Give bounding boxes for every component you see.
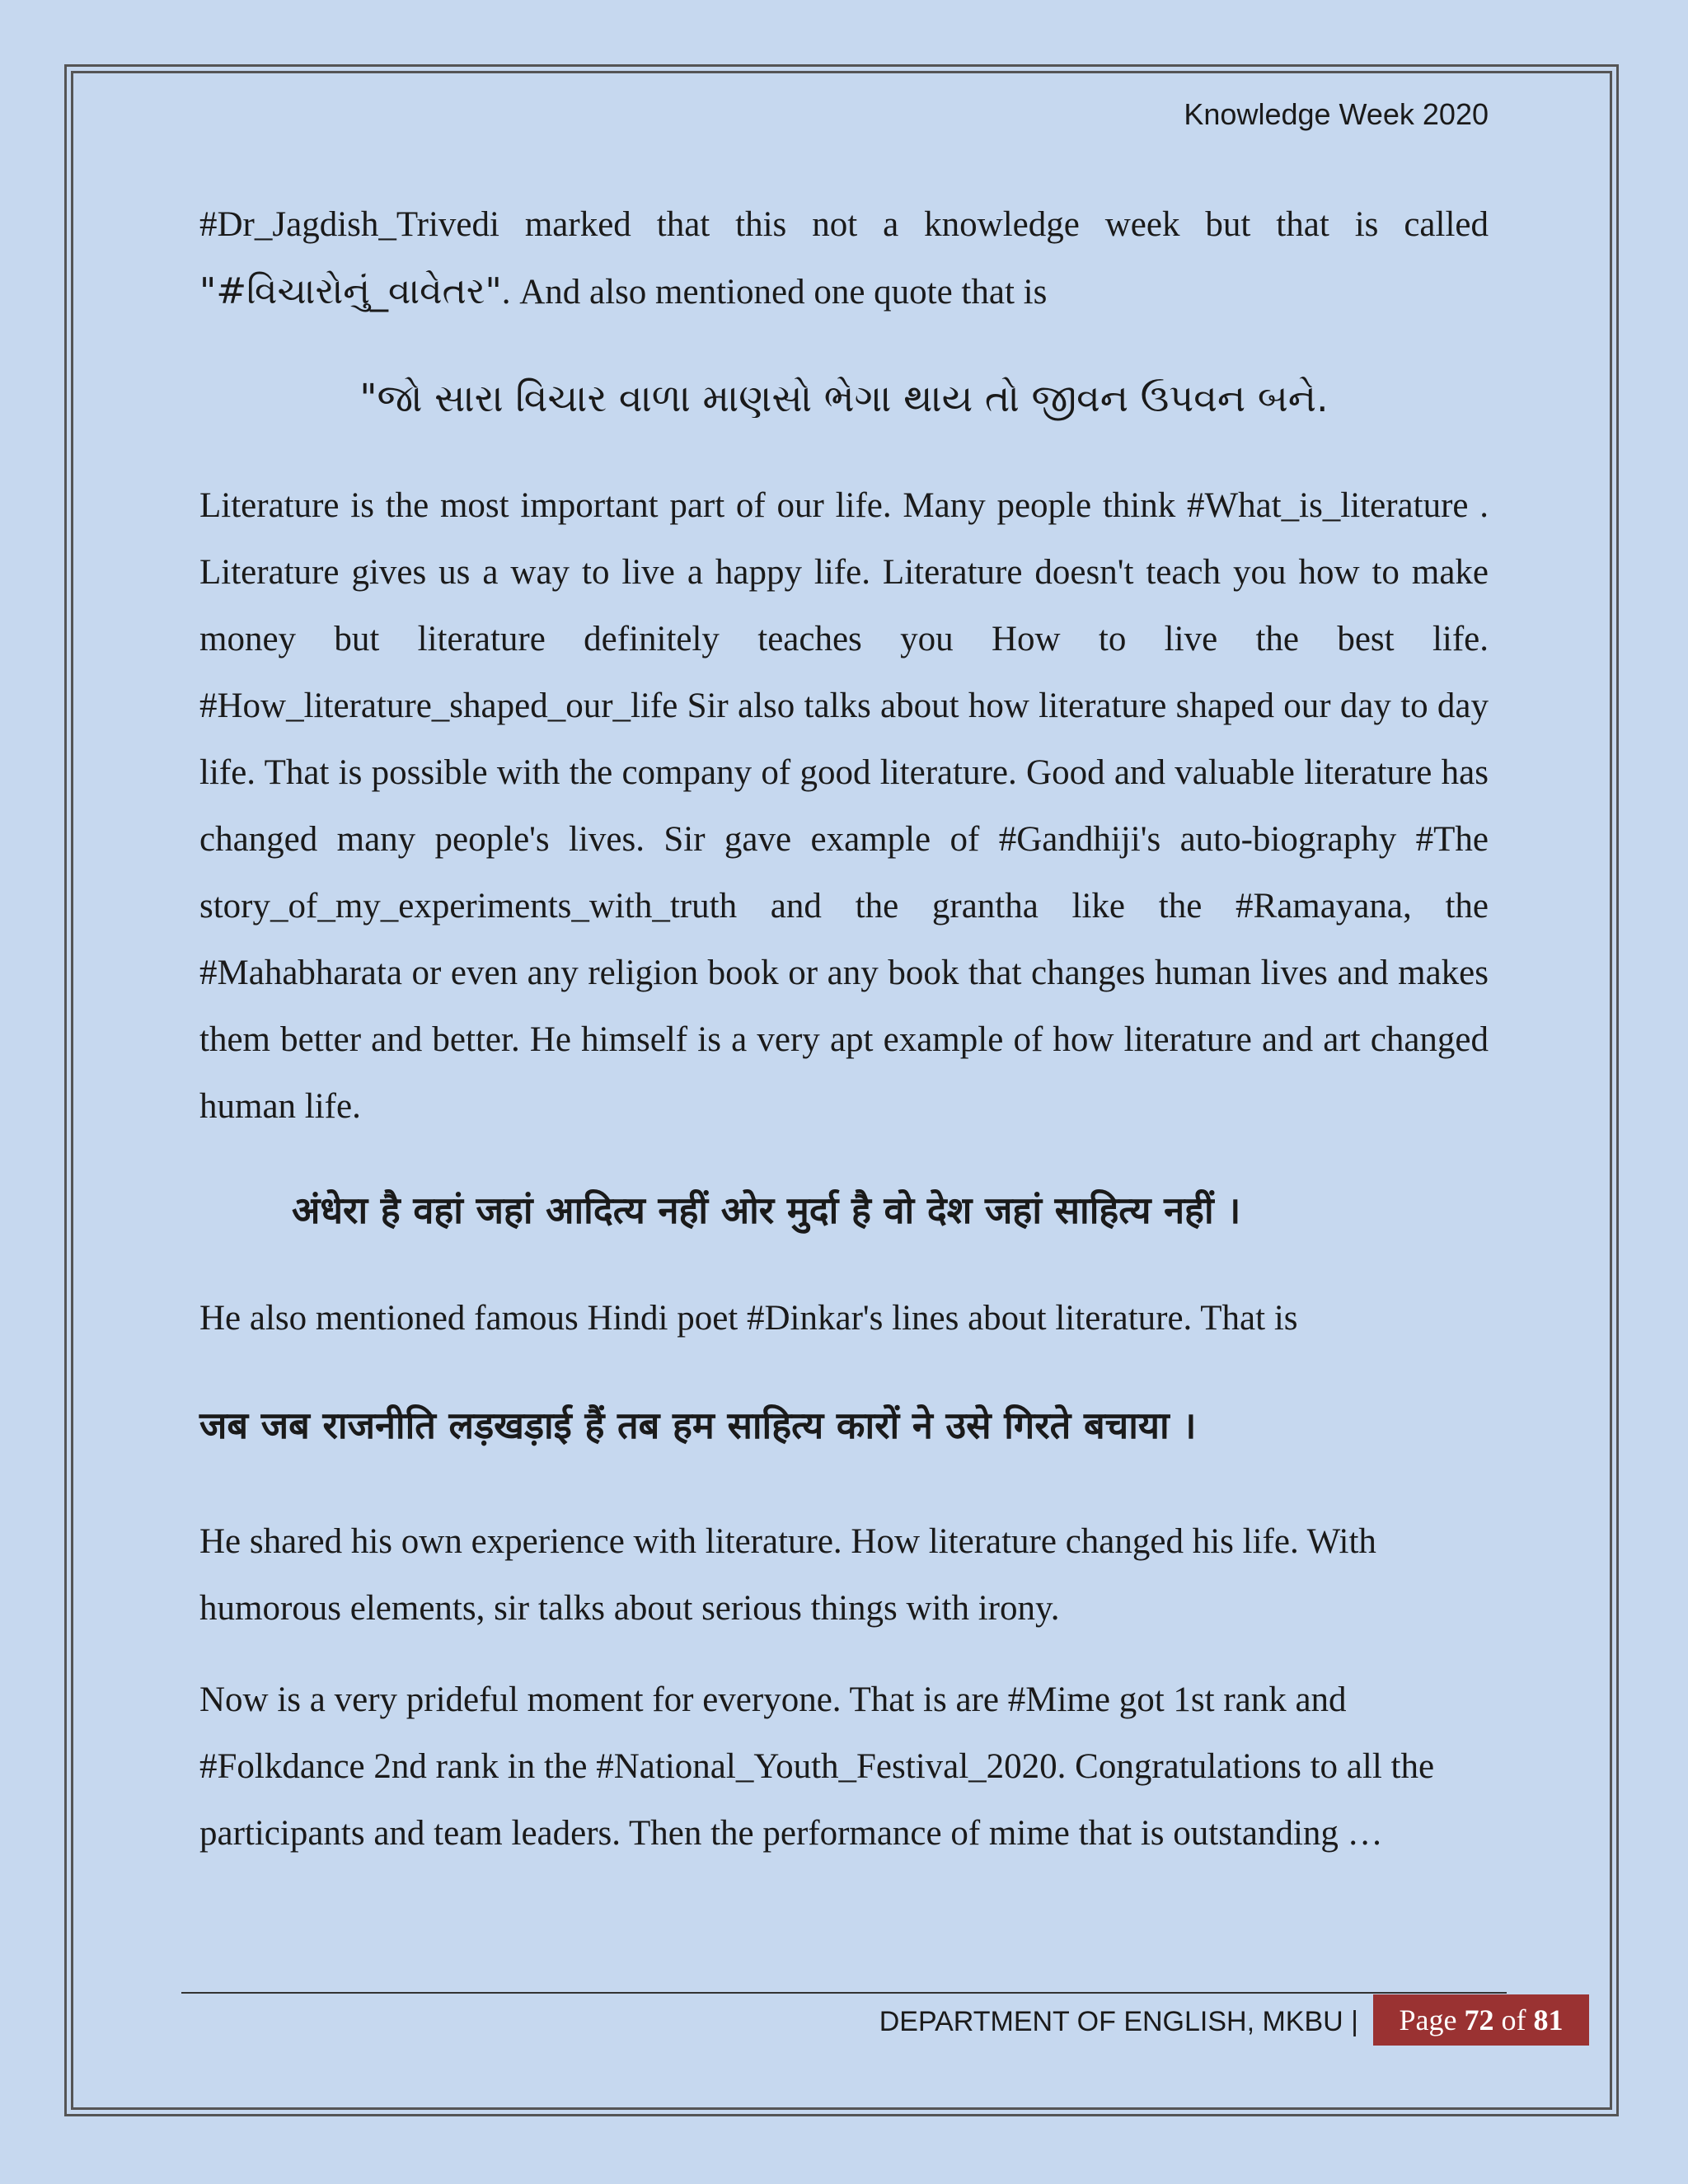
- hindi-quote-1: अंधेरा है वहां जहां आदित्य नहीं ओर मुर्दा है वो देश जहां साहित्य नहीं ।: [292, 1188, 1241, 1232]
- header-title: Knowledge Week 2020: [1184, 97, 1489, 131]
- paragraph-experience: He shared his own experience with literature. How literature changed his life. With humorous elements, sir talks about serious things with irony.: [199, 1522, 1376, 1628]
- paragraph-intro: [199, 191, 1489, 326]
- footer-divider: [181, 1992, 1507, 1994]
- paragraph-intro-text-b: . And also mentioned one quote that is: [501, 273, 1048, 312]
- page-total: 81: [1533, 2004, 1564, 2036]
- hindi-quote-2: जब जब राजनीति लड़खड़ाई हैं तब हम साहित्य कारों ने उसे गिरते बचाया ।: [199, 1404, 1197, 1447]
- paragraph-intro-text-a: #Dr_Jagdish_Trivedi marked that this not a knowledge week but that is called: [199, 205, 1489, 244]
- page-number-badge: [1373, 1994, 1589, 2046]
- page-number: 72: [1464, 2004, 1494, 2036]
- paragraph-literature: Literature is the most important part of our life. Many people think #What_is_literature . Literature gives us a way to live a happy life. Literature doesn't teach you how to make money but literature definitely teaches you How to live the best life. #How_literature_shaped_our_life Sir also talks about how literature shaped our day to day life. That is possible with the company of good literature. Good and valuable literature has changed many people's lives. Sir gave example of #Gandhiji's auto-biography #The story_of_my_experiments_with_truth and the grantha like the #Ramayana, the #Mahabharata or even any religion book or any book that changes human lives and makes them better and better. He himself is a very apt example of how literature and art changed human life.: [199, 486, 1489, 1126]
- paragraph-festival: Now is a very prideful moment for everyone. That is are #Mime got 1st rank and #Folkdance 2nd rank in the #National_Youth_Festival_2020. Congratulations to all the participants and team leaders. Then the performance of mime that is outstanding …: [199, 1680, 1435, 1853]
- gujarati-quote: "જો સારા વિચાર વાળા માણસો ભેગા થાય તો જીવન ઉપવન બને.: [359, 376, 1329, 420]
- footer-department: DEPARTMENT OF ENGLISH, MKBU |: [879, 2006, 1358, 2037]
- paragraph-dinkar: He also mentioned famous Hindi poet #Dinkar's lines about literature. That is: [199, 1299, 1298, 1338]
- gujarati-hashtag: "#વિચારોનું_વાવેતર": [199, 270, 502, 312]
- page-of: of: [1501, 2004, 1526, 2036]
- page-content: [199, 191, 1489, 1867]
- page-prefix: Page: [1399, 2004, 1457, 2036]
